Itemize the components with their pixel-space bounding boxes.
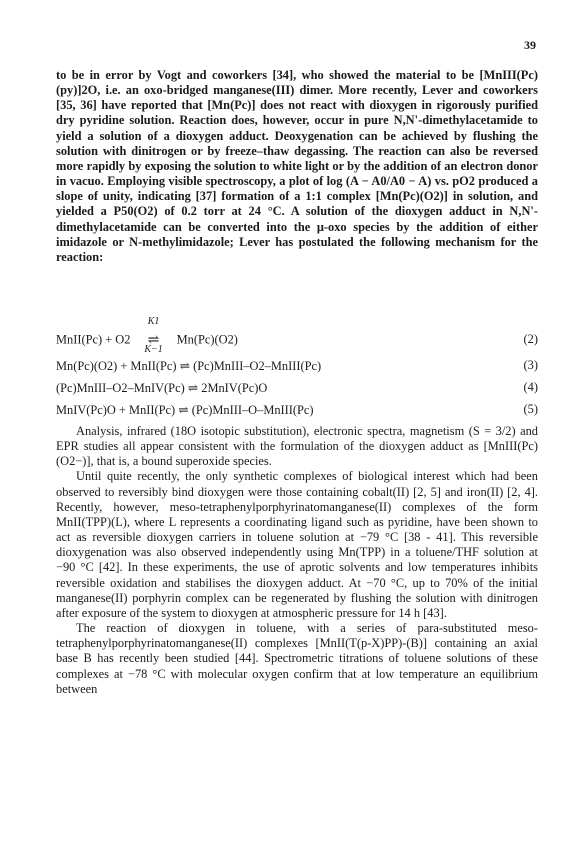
equation-block (56, 316, 538, 424)
page-number: 39 (524, 38, 536, 52)
body-text-bottom (56, 424, 538, 697)
paragraph: Until quite recently, the only synthetic complexes of biological interest which had been observed to reversibly bind dioxygen were those containing cobalt(II) [2, 5] and iron(II) [2, 4]. Recently, however, meso-tetraphenylporphyrinatomanganese(II) complexes of the form MnII(TPP)(L), where L represents a coordinating ligand such as pyridine, have been shown to act as reversible dioxygen carriers in toluene solution at −79 °C [38 - 41]. This reversible dioxygenation was also observed independently using Mn(TPP) in a toluene/THF solution at −90 °C [42]. In these experiments, the use of aprotic solvents and low temperatures inhibits reversible oxidation and stabilises the dioxygen adduct. At −70 °C, up to 70% of the initial manganese(II) porphyrin complex can be regenerated by flushing the solution with dinitrogen after exposure of the system to dioxygen at atmospheric pressure for 14 h [43]. (56, 469, 538, 620)
equation-3 (56, 358, 538, 380)
equation-text: (Pc)MnIII–O2–MnIV(Pc) ⇌ 2MnIV(Pc)O (56, 381, 268, 395)
equation-5 (56, 402, 538, 424)
equation-4 (56, 380, 538, 402)
equation-text: Mn(Pc)(O2) + MnII(Pc) ⇌ (Pc)MnIII–O2–MnIII(Pc) (56, 359, 322, 373)
rate-constant-forward: K1 (147, 316, 160, 327)
equation-number: (3) (523, 358, 538, 372)
paragraph: to be in error by Vogt and coworkers [34], who showed the material to be [MnIII(Pc)(py)]2O, i.e. an oxo-bridged manganese(III) dimer. More recently, Lever and coworkers [35, 36] have reported that [Mn(Pc)] does not react with dioxygen in rigorously purified dry pyridine solution. Reaction does, however, occur in pure N,N'-dimethylacetamide to yield a solution of a dioxygen adduct. Deoxygenation can be achieved by flushing the solution with dinitrogen or by freeze–thaw degassing. The reaction can also be reversed more rapidly by exposing the solution to white light or by the addition of an electron donor in vacuo. Employing visible spectroscopy, a plot of log (A − A0/A0 − A) vs. pO2 produced a slope of unity, indicating [37] formation of a 1:1 complex [Mn(Pc)(O2)] in solution, and yielded a P50(O2) of 0.2 torr at 24 °C. A solution of the dioxygen adduct in N,N'-dimethylacetamide can be converted into the μ-oxo species by the addition of either imidazole or N-methylimidazole; Lever has postulated the following mechanism for the reaction: (56, 68, 538, 264)
equation-lhs: MnII(Pc) + O2 (56, 332, 131, 347)
paragraph: Analysis, infrared (18O isotopic substitution), electronic spectra, magnetism (S = 3/2) and EPR studies all appear consistent with the formulation of the dioxygen adduct as [MnIII(Pc)(O2−)], that is, a bound superoxide species. (56, 424, 538, 469)
body-text-top (56, 68, 538, 265)
equation-number: (2) (523, 332, 538, 346)
equation-2 (56, 316, 538, 358)
equilibrium-arrow: K1 ⇌ K−1 (136, 332, 172, 349)
rate-constant-reverse: K−1 (144, 344, 163, 355)
equation-number: (4) (523, 380, 538, 394)
equation-rhs: Mn(Pc)(O2) (176, 332, 238, 347)
paragraph: The reaction of dioxygen in toluene, with a series of para-substituted meso-tetraphenylporphyrinatomanganese(II) complexes [MnII(T(p-X)PP)-(B)] containing an axial base B has recently been studied [44]. Spectrometric titrations of toluene solutions of these complexes at −78 °C with molecular oxygen confirm that at low temperature an equilibrium between (56, 621, 538, 696)
equation-text: MnIV(Pc)O + MnII(Pc) ⇌ (Pc)MnIII–O–MnIII(Pc) (56, 403, 314, 417)
equation-number: (5) (523, 402, 538, 416)
